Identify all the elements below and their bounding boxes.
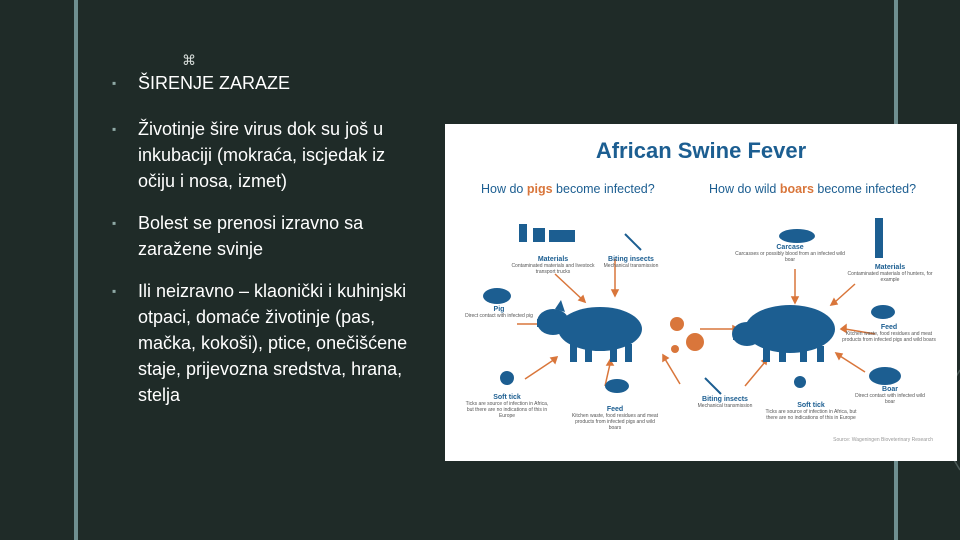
bullet-item (112, 210, 422, 262)
bullet-list (112, 70, 422, 424)
bullet-text: Životinje šire virus dok su još u inkubaciji (mokraća, iscjedak iz očiju i nosa, izmet) (138, 119, 386, 191)
bullet-item (112, 278, 422, 408)
bullet-marker-icon: ▪ (112, 122, 117, 136)
boar-silhouette (732, 305, 835, 362)
label-feed-left: Feed Kitchen waste, food residues and meat products from infected pigs and wild boars (571, 406, 659, 431)
virus-icons (670, 317, 704, 353)
bullet-text: Bolest se prenosi izravno sa zaražene svinje (138, 213, 364, 259)
label-biting-insects-bottom: Biting insects Mechanical transmission (697, 396, 753, 409)
slide-logo-icon: ⌘ (182, 52, 196, 68)
question-pigs: How do pigs become infected? (481, 182, 655, 196)
label-pig: Pig Direct contact with infected pig (465, 306, 533, 319)
label-boar: Boar Direct contact with infected wild boar (855, 386, 925, 405)
question-boars: How do wild boars become infected? (709, 182, 917, 196)
bullet-marker-icon: ▪ (112, 284, 117, 298)
bullet-item (112, 116, 422, 194)
label-soft-tick-right: Soft tick Ticks are source of infection in Africa, but there are no indications of this in Europe (765, 402, 857, 421)
bullet-text: Ili neizravno – klaonički i kuhinjski otpaci, domaće životinje (pas, mačka, kokoši), ptice, onečišćene staje, prijevozna sredstva, hrana, stelja (138, 281, 408, 405)
infographic-source: Source: Wageningen Bioveterinary Research (833, 437, 933, 443)
label-carcase: Carcase Carcasses or possibly blood from an infected wild boar (735, 244, 845, 263)
label-materials-right: Materials Contaminated materials of hunters, for example (847, 264, 933, 283)
asf-infographic-image (445, 124, 957, 461)
infographic-title: African Swine Fever (595, 138, 807, 163)
bullet-marker-icon: ▪ (112, 216, 117, 230)
bullet-item (112, 70, 422, 96)
label-soft-tick-left: Soft tick Ticks are source of infection in Africa, but there are no indications of this in Europe (465, 394, 549, 419)
label-feed-right: Feed Kitchen waste, food residues and meat products from infected pigs and wild boars (842, 324, 936, 343)
pig-silhouette (537, 300, 642, 362)
left-frame-line (74, 0, 78, 540)
bullet-marker-icon: ▪ (112, 76, 117, 90)
label-materials-left: Materials Contaminated materials and livestock transport trucks (511, 256, 595, 275)
bullet-text: ŠIRENJE ZARAZE (138, 73, 291, 93)
label-biting-insects-top: Biting insects Mechanical transmission (603, 256, 659, 269)
